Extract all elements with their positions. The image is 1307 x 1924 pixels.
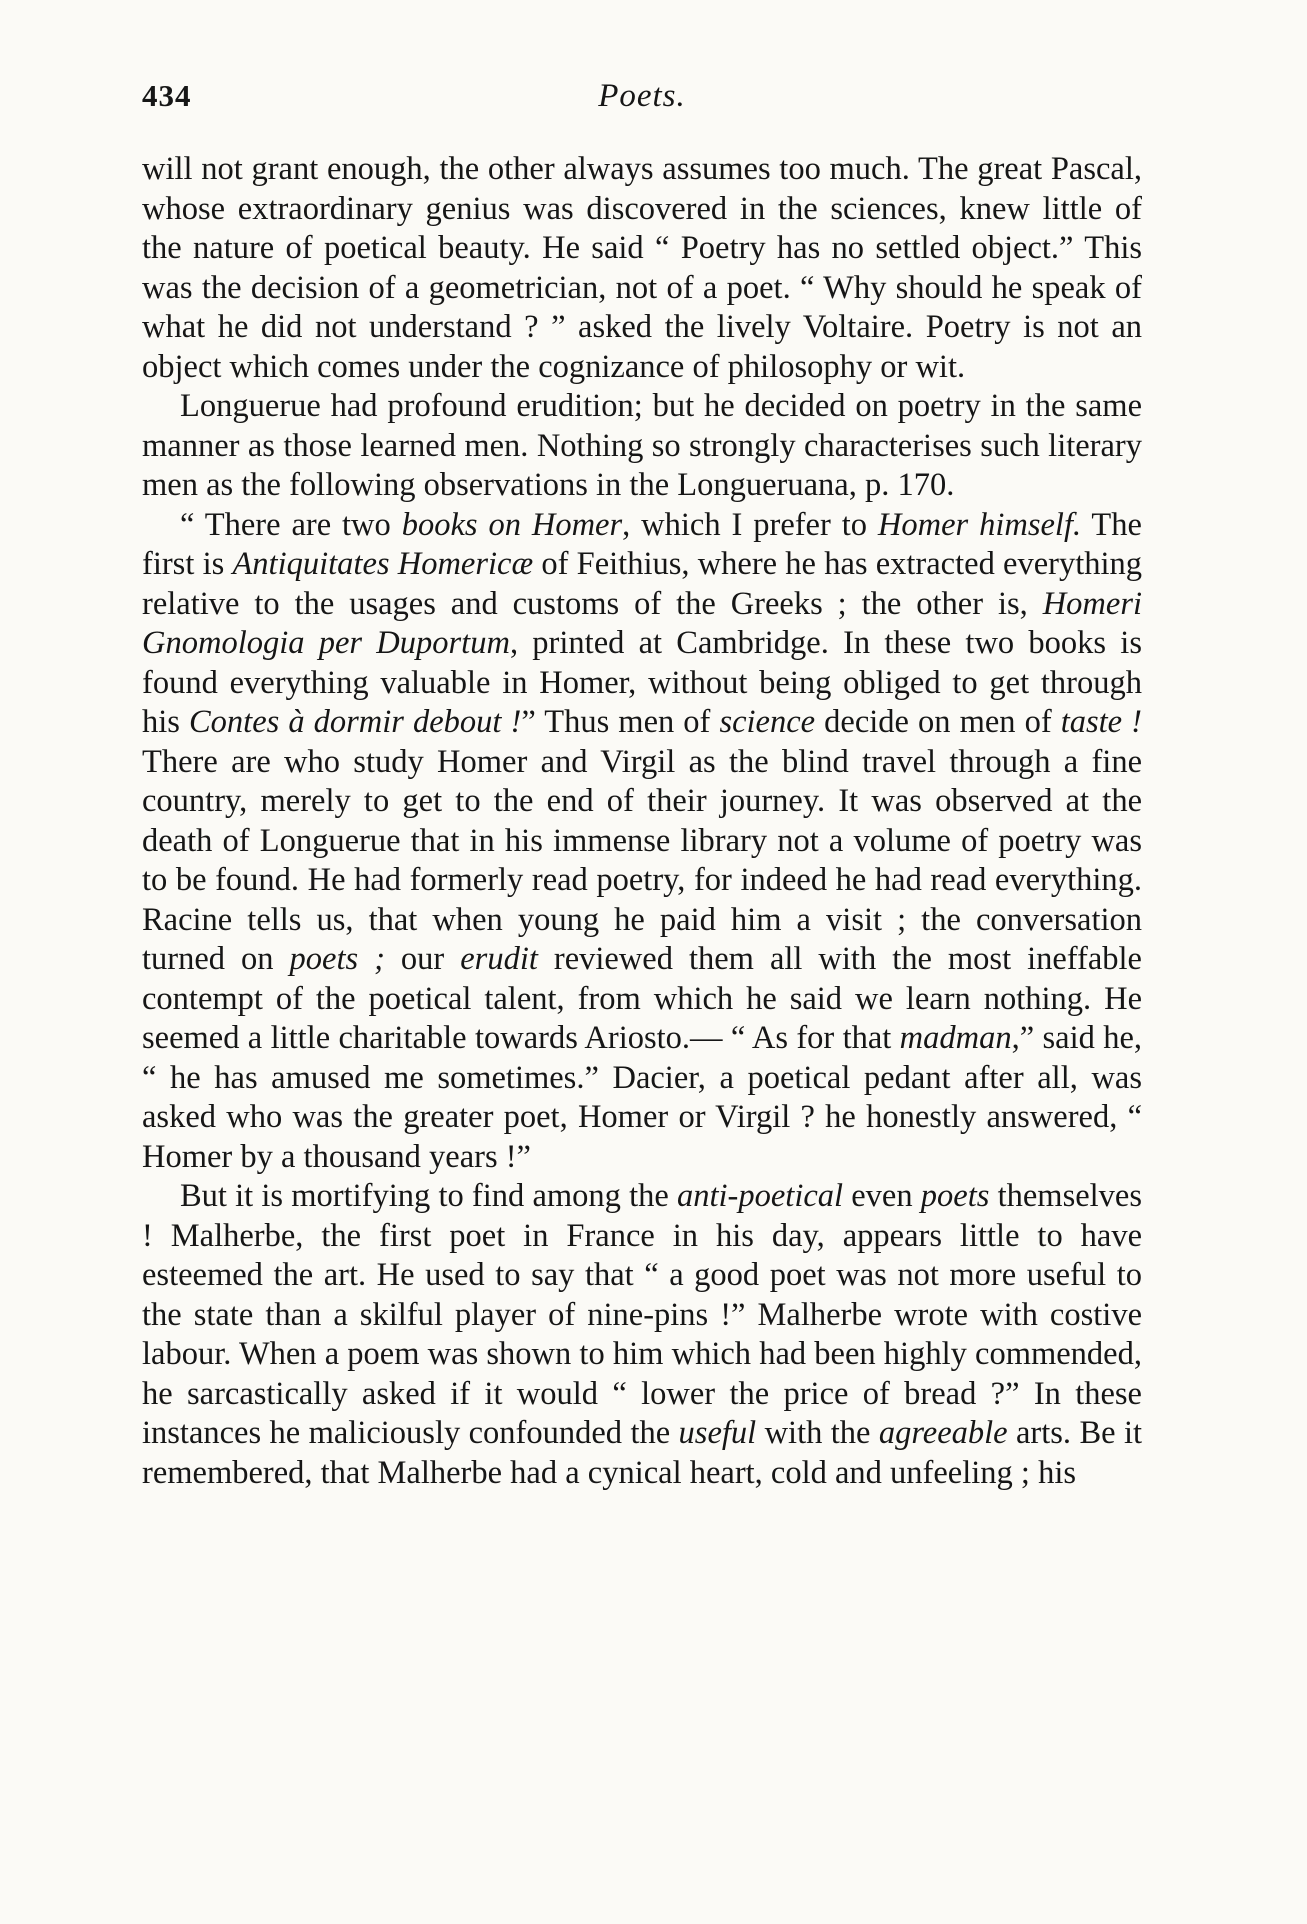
paragraph: [142, 387, 1142, 506]
text-run: of Feithius, where he has extracted everything relative to the usages and customs of the Greeks ; the other is,: [142, 546, 1143, 622]
text-run: themselves ! Malherbe, the first poet in France in his day, appears little to have esteemed the art. He used to say that “ a good poet was not more useful to the state than a skilful player of nine-pins !” Malherbe wrote with costive labour. When a poem was shown to him which had been highly commended, he sarcastically asked if it would “ lower the price of bread ?” In these instances he maliciously confounded the: [142, 1178, 1143, 1451]
text-run: our: [384, 941, 461, 977]
body-text: [142, 150, 1142, 1493]
italic-text: Antiquitates Homericæ: [232, 546, 534, 582]
text-run: The first is: [142, 506, 1142, 582]
italic-text: erudit: [460, 941, 538, 977]
text-run: even: [843, 1178, 921, 1214]
italic-text: useful: [678, 1415, 757, 1451]
text-run: reviewed them all with the most ineffable contempt of the poetical talent, from which he said we learn nothing. He seemed a little charitable towards Ariosto.— “ As for that: [142, 941, 1142, 1056]
text-run: But it is mortifying to find among the: [180, 1178, 677, 1214]
italic-text: agreeable: [878, 1415, 1008, 1451]
italic-text: Homer himself.: [877, 506, 1082, 543]
italic-text: taste !: [1060, 704, 1142, 740]
text-run: “ There are two: [180, 506, 402, 543]
text-run: There are who study Homer and Virgil as the blind travel through a fine country, merely to get to the end of their journey. It was observed at the death of Longuerue that in his immense library not a volume of poetry was to be found. He had formerly read poetry, for indeed he had read everything. Racine tells us, that when young he paid him a visit ; the conversation turned on: [142, 743, 1142, 977]
text-run: ” Thus men of: [521, 704, 720, 740]
book-page: [142, 78, 1142, 1493]
italic-text: madman: [899, 1020, 1012, 1056]
italic-text: poets: [920, 1178, 990, 1214]
text-run: Longuerue had profound erudition; but he decided on poetry in the same manner as those learned men. Nothing so strongly characterises such literary men as the following observations in the Longueruana, p. 170.: [142, 388, 1142, 503]
italic-text: anti-poetical: [676, 1178, 844, 1214]
text-run: with the: [756, 1415, 879, 1451]
text-run: , printed at Cambridge. In these two books is found everything valuable in Homer, without being obliged to get through his: [142, 625, 1142, 740]
page-header: [142, 78, 1142, 128]
text-run: arts. Be it remembered, that Malherbe had a cynical heart, cold and unfeeling ; his: [142, 1415, 1143, 1491]
paragraph: [142, 1177, 1142, 1493]
paragraph: [142, 150, 1142, 387]
text-run: decide on men of: [815, 704, 1061, 740]
italic-text: science: [719, 704, 816, 740]
running-title: Poets.: [598, 78, 686, 114]
italic-text: Contes à dormir debout !: [189, 704, 522, 740]
italic-text: poets ;: [289, 941, 385, 977]
text-run: ,” said he, “ he has amused me sometimes.” Dacier, a poetical pedant after all, was asked who was the greater poet, Homer or Virgil ? he honestly answered, “ Homer by a thousand years !”: [142, 1020, 1143, 1175]
italic-text: books on Homer: [401, 506, 623, 543]
page-number: 434: [142, 78, 192, 113]
italic-text: Homeri Gnomologia per Duportum: [142, 585, 1142, 661]
text-run: , which I prefer to: [622, 506, 878, 543]
paragraph: [142, 506, 1142, 1178]
text-run: will not grant enough, the other always assumes too much. The great Pascal, whose extraordinary genius was discovered in the sciences, knew little of the nature of poetical beauty. He said “ Poetry has no settled object.” This was the decision of a geometrician, not of a poet. “ Why should he speak of what he did not understand ? ” asked the lively Voltaire. Poetry is not an object which comes under the cognizance of philosophy or wit.: [142, 151, 1142, 385]
